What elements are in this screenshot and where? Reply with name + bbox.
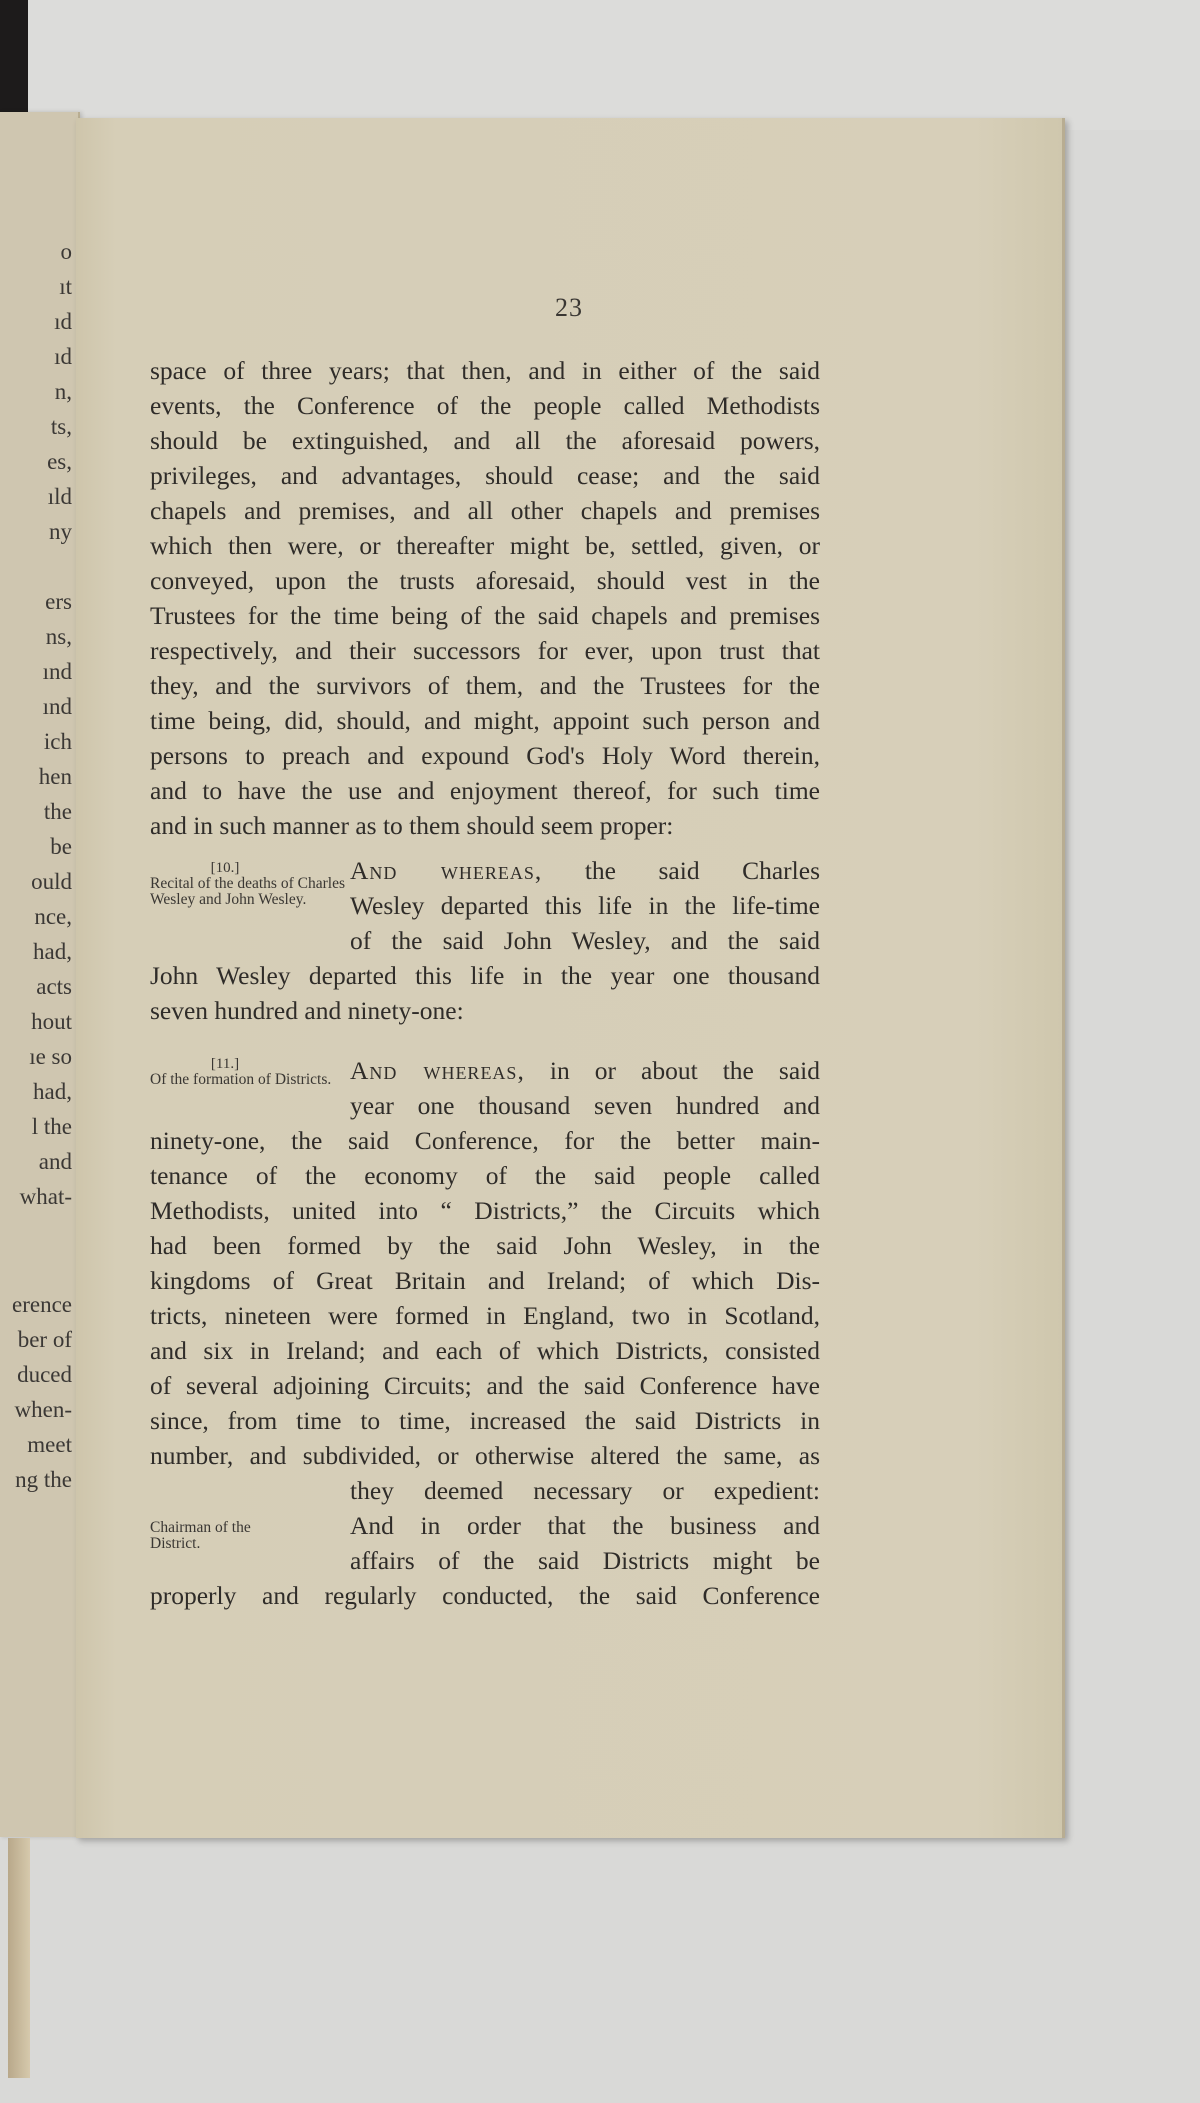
text-line: events, the Conference of the people called Methodists (150, 391, 820, 420)
prev-page-fragment: ich (43, 729, 72, 754)
text-line: they, and the survivors of them, and the Trustees for the (150, 671, 820, 700)
backdrop (0, 0, 1200, 130)
margin-note-chairman (150, 1520, 300, 1552)
text-line: John Wesley departed this life in the year one thousand (150, 961, 820, 990)
text-line: number, and subdivided, or otherwise altered the same, as (150, 1441, 820, 1470)
note-text: Recital of the deaths of Charles Wesley and John Wesley. (150, 875, 345, 908)
text-line: Trustees for the time being of the said chapels and premises (150, 601, 820, 630)
text-line: should be extinguished, and all the aforesaid powers, (150, 426, 820, 455)
paragraph-chairman (150, 1578, 820, 1613)
prev-page-fragment: acts (36, 974, 72, 999)
prev-page-fragment: n, (54, 379, 72, 404)
text-line: which then were, or thereafter might be, settled, given, or (150, 531, 820, 560)
paragraph-wesley-deaths (150, 958, 820, 1028)
text-line: tricts, nineteen were formed in England, two in Scotland, (150, 1301, 820, 1330)
text-line: And whereas, the said Charles (350, 856, 820, 885)
prev-page-fragment: ınd (42, 659, 72, 684)
note-number: [11.] (210, 1056, 240, 1072)
previous-page-edge (0, 112, 80, 1837)
paragraph-districts-indented (350, 1053, 820, 1123)
text-line: of several adjoining Circuits; and the said Conference have (150, 1371, 820, 1400)
text-line: properly and regularly conducted, the said Conference (150, 1581, 820, 1610)
text-line: had been formed by the said John Wesley, in the (150, 1231, 820, 1260)
paragraph-wesley-deaths-indented (350, 853, 820, 958)
prev-page-fragment: ınd (42, 694, 72, 719)
prev-page-fragment: erence (12, 1292, 72, 1317)
text-line: ninety-one, the said Conference, for the better main- (150, 1126, 820, 1155)
text-line: space of three years; that then, and in either of the said (150, 356, 820, 385)
prev-page-fragment: duced (17, 1362, 72, 1387)
text-line: persons to preach and expound God's Holy Word therein, (150, 741, 820, 770)
note-text: Of the formation of Districts. (150, 1071, 332, 1088)
prev-page-fragment: what- (19, 1184, 72, 1209)
prev-page-fragment: hen (38, 764, 72, 789)
text-line: Methodists, united into “ Districts,” the Circuits which (150, 1196, 820, 1225)
text-line: time being, did, should, and might, appoint such person and (150, 706, 820, 735)
text-line: and six in Ireland; and each of which Districts, consisted (150, 1336, 820, 1365)
text-line: privileges, and advantages, should cease; and the said (150, 461, 820, 490)
paragraph-continuation (150, 353, 820, 843)
prev-page-fragment: nce, (34, 904, 72, 929)
text-line: since, from time to time, increased the said Districts in (150, 1406, 820, 1435)
text-line: respectively, and their successors for ever, upon trust that (150, 636, 820, 665)
prev-page-fragment: ıd (54, 309, 72, 334)
text-line: they deemed necessary or expedient: (350, 1476, 820, 1505)
text-line: chapels and premises, and all other chapels and premises (150, 496, 820, 525)
note-text: Chairman of the District. (150, 1519, 251, 1552)
prev-page-fragment: ts, (50, 414, 72, 439)
text-line: tenance of the economy of the said people called (150, 1161, 820, 1190)
text-line: and in such manner as to them should seem proper: (150, 811, 674, 840)
paragraph-chairman-indented (350, 1473, 820, 1578)
text-line: Wesley departed this life in the life-time (350, 891, 820, 920)
book-page (76, 118, 1065, 1838)
prev-page-fragment: ould (31, 869, 72, 894)
page-tab (8, 1838, 30, 2078)
prev-page-fragment: ıt (59, 274, 72, 299)
prev-page-fragment: when- (14, 1397, 72, 1422)
small-caps-lead: And whereas, (350, 856, 543, 885)
text-line: affairs of the said Districts might be (350, 1546, 820, 1575)
page-number: 23 (555, 293, 583, 322)
prev-page-fragment: hout (31, 1009, 72, 1034)
prev-page-fragment: es, (47, 449, 72, 474)
prev-page-fragment: be (50, 834, 72, 859)
prev-page-fragment: ber of (17, 1327, 72, 1352)
margin-note-10 (150, 860, 350, 908)
binding-edge (0, 0, 28, 120)
note-number: [10.] (210, 860, 240, 876)
text-line: And whereas, in or about the said (350, 1056, 820, 1085)
margin-note-11 (150, 1056, 350, 1088)
text-line: And in order that the business and (350, 1511, 820, 1540)
paragraph-districts (150, 1123, 820, 1473)
prev-page-fragment: had, (33, 939, 72, 964)
prev-page-fragment: ny (49, 519, 72, 544)
small-caps-lead: And whereas, (350, 1056, 525, 1085)
prev-page-fragment: ıld (47, 484, 72, 509)
prev-page-fragment: ers (45, 589, 72, 614)
prev-page-fragment: meet (27, 1432, 72, 1457)
text-line: of the said John Wesley, and the said (350, 926, 820, 955)
prev-page-fragment: ıe so (29, 1044, 72, 1069)
text-line: year one thousand seven hundred and (350, 1091, 820, 1120)
prev-page-fragment: o (60, 239, 72, 264)
text-line: conveyed, upon the trusts aforesaid, should vest in the (150, 566, 820, 595)
prev-page-fragment: ıd (54, 344, 72, 369)
prev-page-fragment: l the (31, 1114, 72, 1139)
prev-page-fragment: had, (33, 1079, 72, 1104)
prev-page-fragment: and (38, 1149, 72, 1174)
text-line: kingdoms of Great Britain and Ireland; of which Dis- (150, 1266, 820, 1295)
prev-page-fragment: ng the (15, 1467, 72, 1492)
text-line: seven hundred and ninety-one: (150, 996, 464, 1025)
text-line: and to have the use and enjoyment thereof, for such time (150, 776, 820, 805)
prev-page-fragment: the (43, 799, 72, 824)
prev-page-fragment: ns, (45, 624, 72, 649)
